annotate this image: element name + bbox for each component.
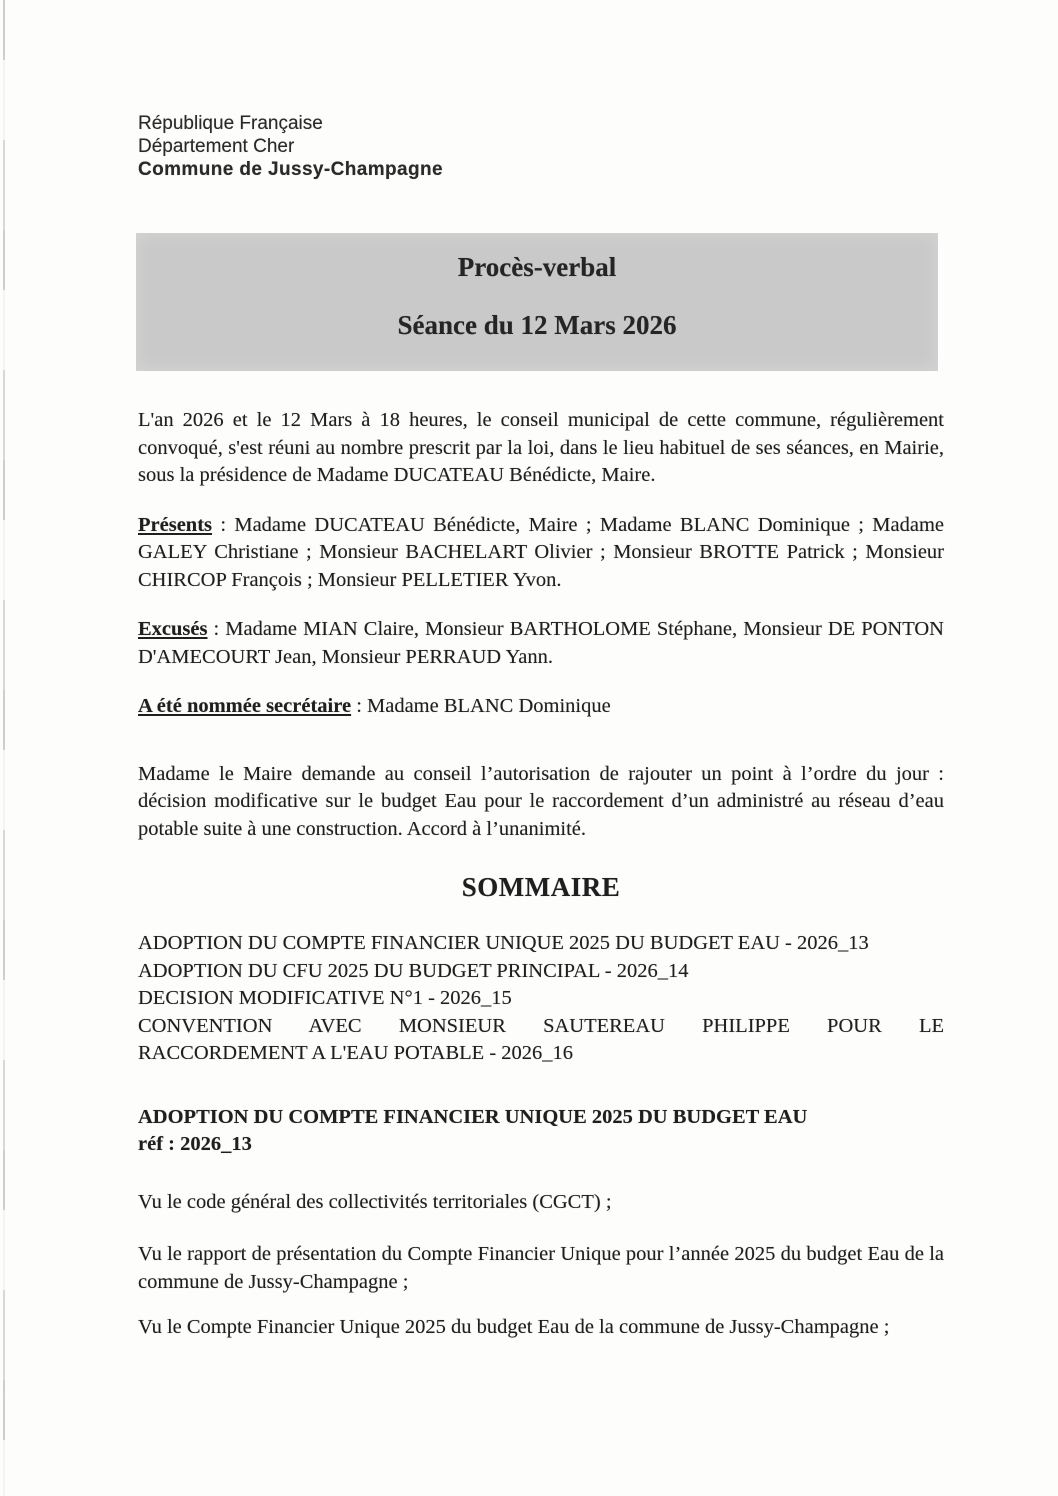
scan-edge-artifact — [3, 0, 5, 1496]
section-heading-title: ADOPTION DU COMPTE FINANCIER UNIQUE 2025 DU BUDGET EAU — [138, 1105, 808, 1128]
letterhead — [138, 112, 944, 181]
section-heading-ref: réf : 2026_13 — [138, 1133, 252, 1155]
letterhead-department: Département Cher — [138, 136, 295, 157]
sommaire-list — [138, 930, 944, 1068]
vu-rapport-paragraph: Vu le rapport de présentation du Compte Financier Unique pour l’année 2025 du budget Eau de la commune de Jussy-Champagne ; — [138, 1243, 944, 1293]
secretary-text: : Madame BLANC Dominique — [351, 695, 611, 717]
excuses-text: : Madame MIAN Claire, Monsieur BARTHOLOME Stéphane, Monsieur DE PONTON D'AMECOURT Jean, Monsieur PERRAUD Yann. — [138, 618, 944, 668]
sommaire-item-line: RACCORDEMENT A L'EAU POTABLE - 2026_16 — [138, 1042, 574, 1064]
intro-paragraph: L'an 2026 et le 12 Mars à 18 heures, le conseil municipal de cette commune, régulièrement convoqué, s'est réuni au nombre prescrit par la loi, dans le lieu habituel de ses séances, en Mairie, sous la présidence de Madame DUCATEAU Bénédicte, Maire. — [138, 409, 944, 486]
maire-note-paragraph: Madame le Maire demande au conseil l’autorisation de rajouter un point à l’ordre du jour : décision modificative sur le budget Eau pour le raccordement d’un administré au réseau d’eau potable suite à une construction. Accord à l’unanimité. — [138, 762, 944, 840]
excuses-label: Excusés — [138, 618, 208, 640]
sommaire-title: SOMMAIRE — [461, 872, 621, 902]
title-banner — [136, 233, 938, 371]
sommaire-item-line: ADOPTION DU CFU 2025 DU BUDGET PRINCIPAL - 2026_14 — [138, 959, 689, 982]
presents-text: : Madame DUCATEAU Bénédicte, Maire ; Madame BLANC Dominique ; Madame GALEY Christiane ; Monsieur BACHELART Olivier ; Monsieur BROTTE Patrick ; Monsieur CHIRCOP François ; Monsieur PELLETIER Yvon. — [138, 513, 944, 591]
letterhead-commune: Commune de Jussy-Champagne — [138, 159, 443, 180]
secretary-paragraph — [138, 693, 944, 721]
letterhead-republic: République Française — [138, 113, 323, 134]
sommaire-item-line: CONVENTION AVEC MONSIEUR SAUTEREAU PHILIPPE POUR LE — [138, 1014, 944, 1037]
sommaire-item-line: ADOPTION DU COMPTE FINANCIER UNIQUE 2025 DU BUDGET EAU - 2026_13 — [138, 932, 869, 954]
secretary-label: A été nommée secrétaire — [138, 695, 352, 717]
session-date: Séance du 12 Mars 2026 — [397, 310, 677, 340]
vu-cfu-paragraph: Vu le Compte Financier Unique 2025 du budget Eau de la commune de Jussy-Champagne ; — [138, 1316, 890, 1338]
document-title: Procès-verbal — [457, 252, 617, 282]
excuses-paragraph — [138, 616, 944, 671]
vu-cgct-paragraph: Vu le code général des collectivités territoriales (CGCT) ; — [138, 1190, 612, 1213]
presents-paragraph — [138, 512, 944, 595]
section-heading — [138, 1104, 944, 1159]
sommaire-item-line: DECISION MODIFICATIVE N°1 - 2026_15 — [138, 987, 512, 1009]
document-content — [138, 0, 944, 1342]
presents-label: Présents — [138, 513, 213, 536]
